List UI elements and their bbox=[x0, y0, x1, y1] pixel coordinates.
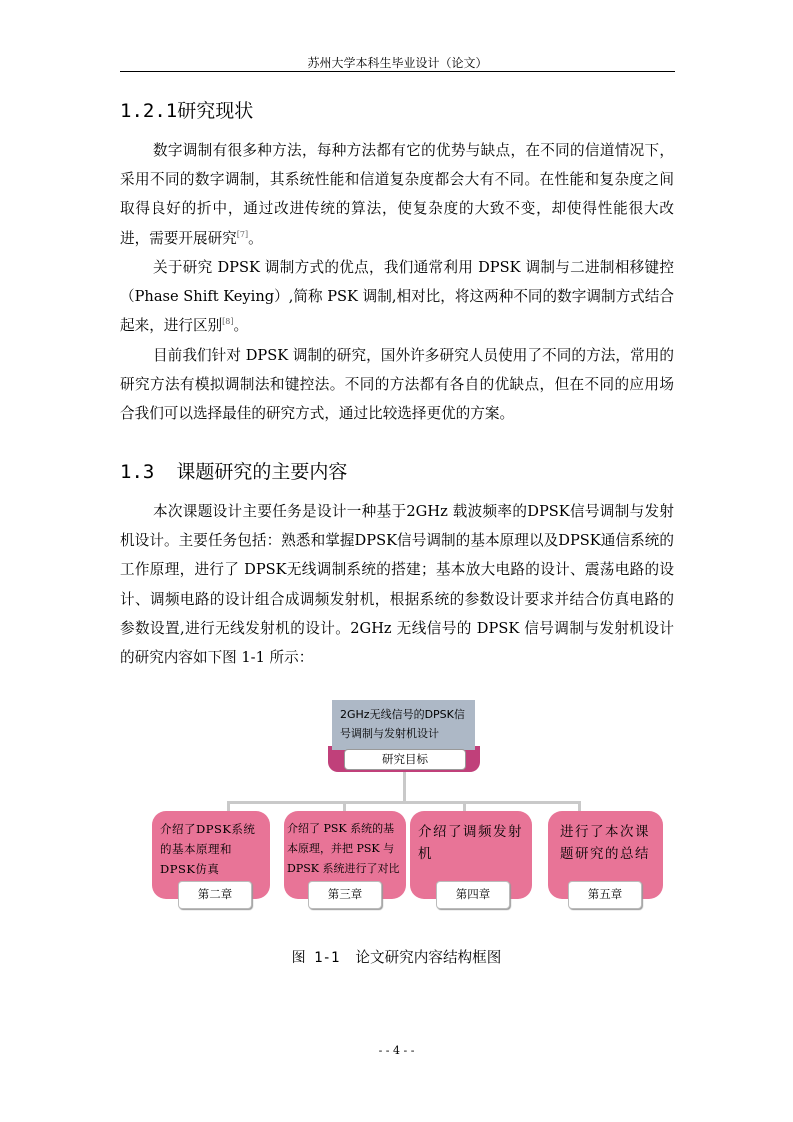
figure-title: 论文研究内容结构框图 bbox=[355, 949, 502, 966]
figure-number: 图 1-1 bbox=[291, 950, 340, 966]
paragraph-text: 数字调制有很多种方法，每种方法都有它的优势与缺点，在不同的信道情况下，采用不同的数字调制，其系统性能和信道复杂度都会大有不同。在性能和复杂度之间取得良好的折中，通过改进传统的算法，使复杂度的大致不变，却使得性能很大改进，需要开展研究 bbox=[120, 142, 674, 247]
header-rule bbox=[120, 71, 675, 72]
paragraph-text: 目前我们针对 DPSK 调制的研究，国外许多研究人员使用了不同的方法，常用的研究方法有模拟调制法和键控法。不同的方法都有各自的优缺点，但在不同的应用场合我们可以选择最佳的研究方式，通过比较选择更优的方案。 bbox=[120, 347, 674, 423]
section-heading-1-3 bbox=[120, 457, 347, 484]
paragraph-tail: 。 bbox=[233, 317, 249, 335]
figure-caption bbox=[0, 946, 793, 967]
root-node-label: 研究目标 bbox=[344, 749, 466, 770]
child-node-text: 介绍了调频发射机 bbox=[418, 824, 523, 862]
connector-bar bbox=[227, 801, 580, 804]
section-heading-1-2-1 bbox=[120, 96, 253, 123]
section-number: 1.3 bbox=[120, 461, 155, 483]
paragraph-3 bbox=[120, 341, 674, 429]
page-number: - - 4 - - bbox=[378, 1044, 415, 1057]
section-number: 1.2.1 bbox=[120, 100, 178, 122]
child-node-text: 介绍了 PSK 系统的基本原理，并把 PSK 与 DPSK 系统进行了对比 bbox=[287, 822, 400, 875]
chapter-label: 第三章 bbox=[308, 881, 382, 909]
citation-ref: [7] bbox=[236, 229, 249, 239]
chapter-label: 第四章 bbox=[436, 881, 510, 909]
connector-trunk bbox=[403, 772, 406, 802]
paragraph-text: 关于研究 DPSK 调制方式的优点，我们通常利用 DPSK 调制与二进制相移键控（Phase Shift Keying）,简称 PSK 调制,相对比，将这两种不同的数字调制方式结合起来，进行区别 bbox=[120, 259, 674, 335]
citation-ref: [8] bbox=[222, 317, 234, 327]
structure-diagram bbox=[150, 694, 670, 914]
paragraph-4 bbox=[120, 497, 674, 672]
section-title: 课题研究的主要内容 bbox=[176, 461, 348, 483]
root-node-text: 2GHz无线信号的DPSK信号调制与发射机设计 bbox=[340, 708, 465, 740]
section-title: 研究现状 bbox=[177, 100, 254, 122]
paragraph-2 bbox=[120, 253, 674, 341]
child-node-text: 进行了本次课题研究的总结 bbox=[560, 824, 650, 862]
paragraph-tail: 。 bbox=[248, 229, 263, 247]
root-node bbox=[332, 700, 475, 750]
running-header: 苏州大学本科生毕业设计（论文） bbox=[307, 56, 488, 70]
chapter-label: 第二章 bbox=[178, 881, 252, 909]
paragraph-text: 本次课题设计主要任务是设计一种基于2GHz 载波频率的DPSK信号调制与发射机设计。主要任务包括：熟悉和掌握DPSK信号调制的基本原理以及DPSK通信系统的工作原理，进行了 DPSK无线调制系统的搭建；基本放大电路的设计、震荡电路的设计、调频电路的设计组合成调频发射机，根据系统的参数设计要求并结合仿真电路的参数设置,进行无线发射机的设计。2GHz 无线信号的 DPSK 信号调制与发射机设计的研究内容如下图 1-1 所示： bbox=[120, 503, 674, 667]
chapter-label: 第五章 bbox=[568, 881, 642, 909]
child-node-text: 介绍了DPSK系统的基本原理和DPSK仿真 bbox=[160, 822, 256, 876]
paragraph-1 bbox=[120, 136, 674, 253]
